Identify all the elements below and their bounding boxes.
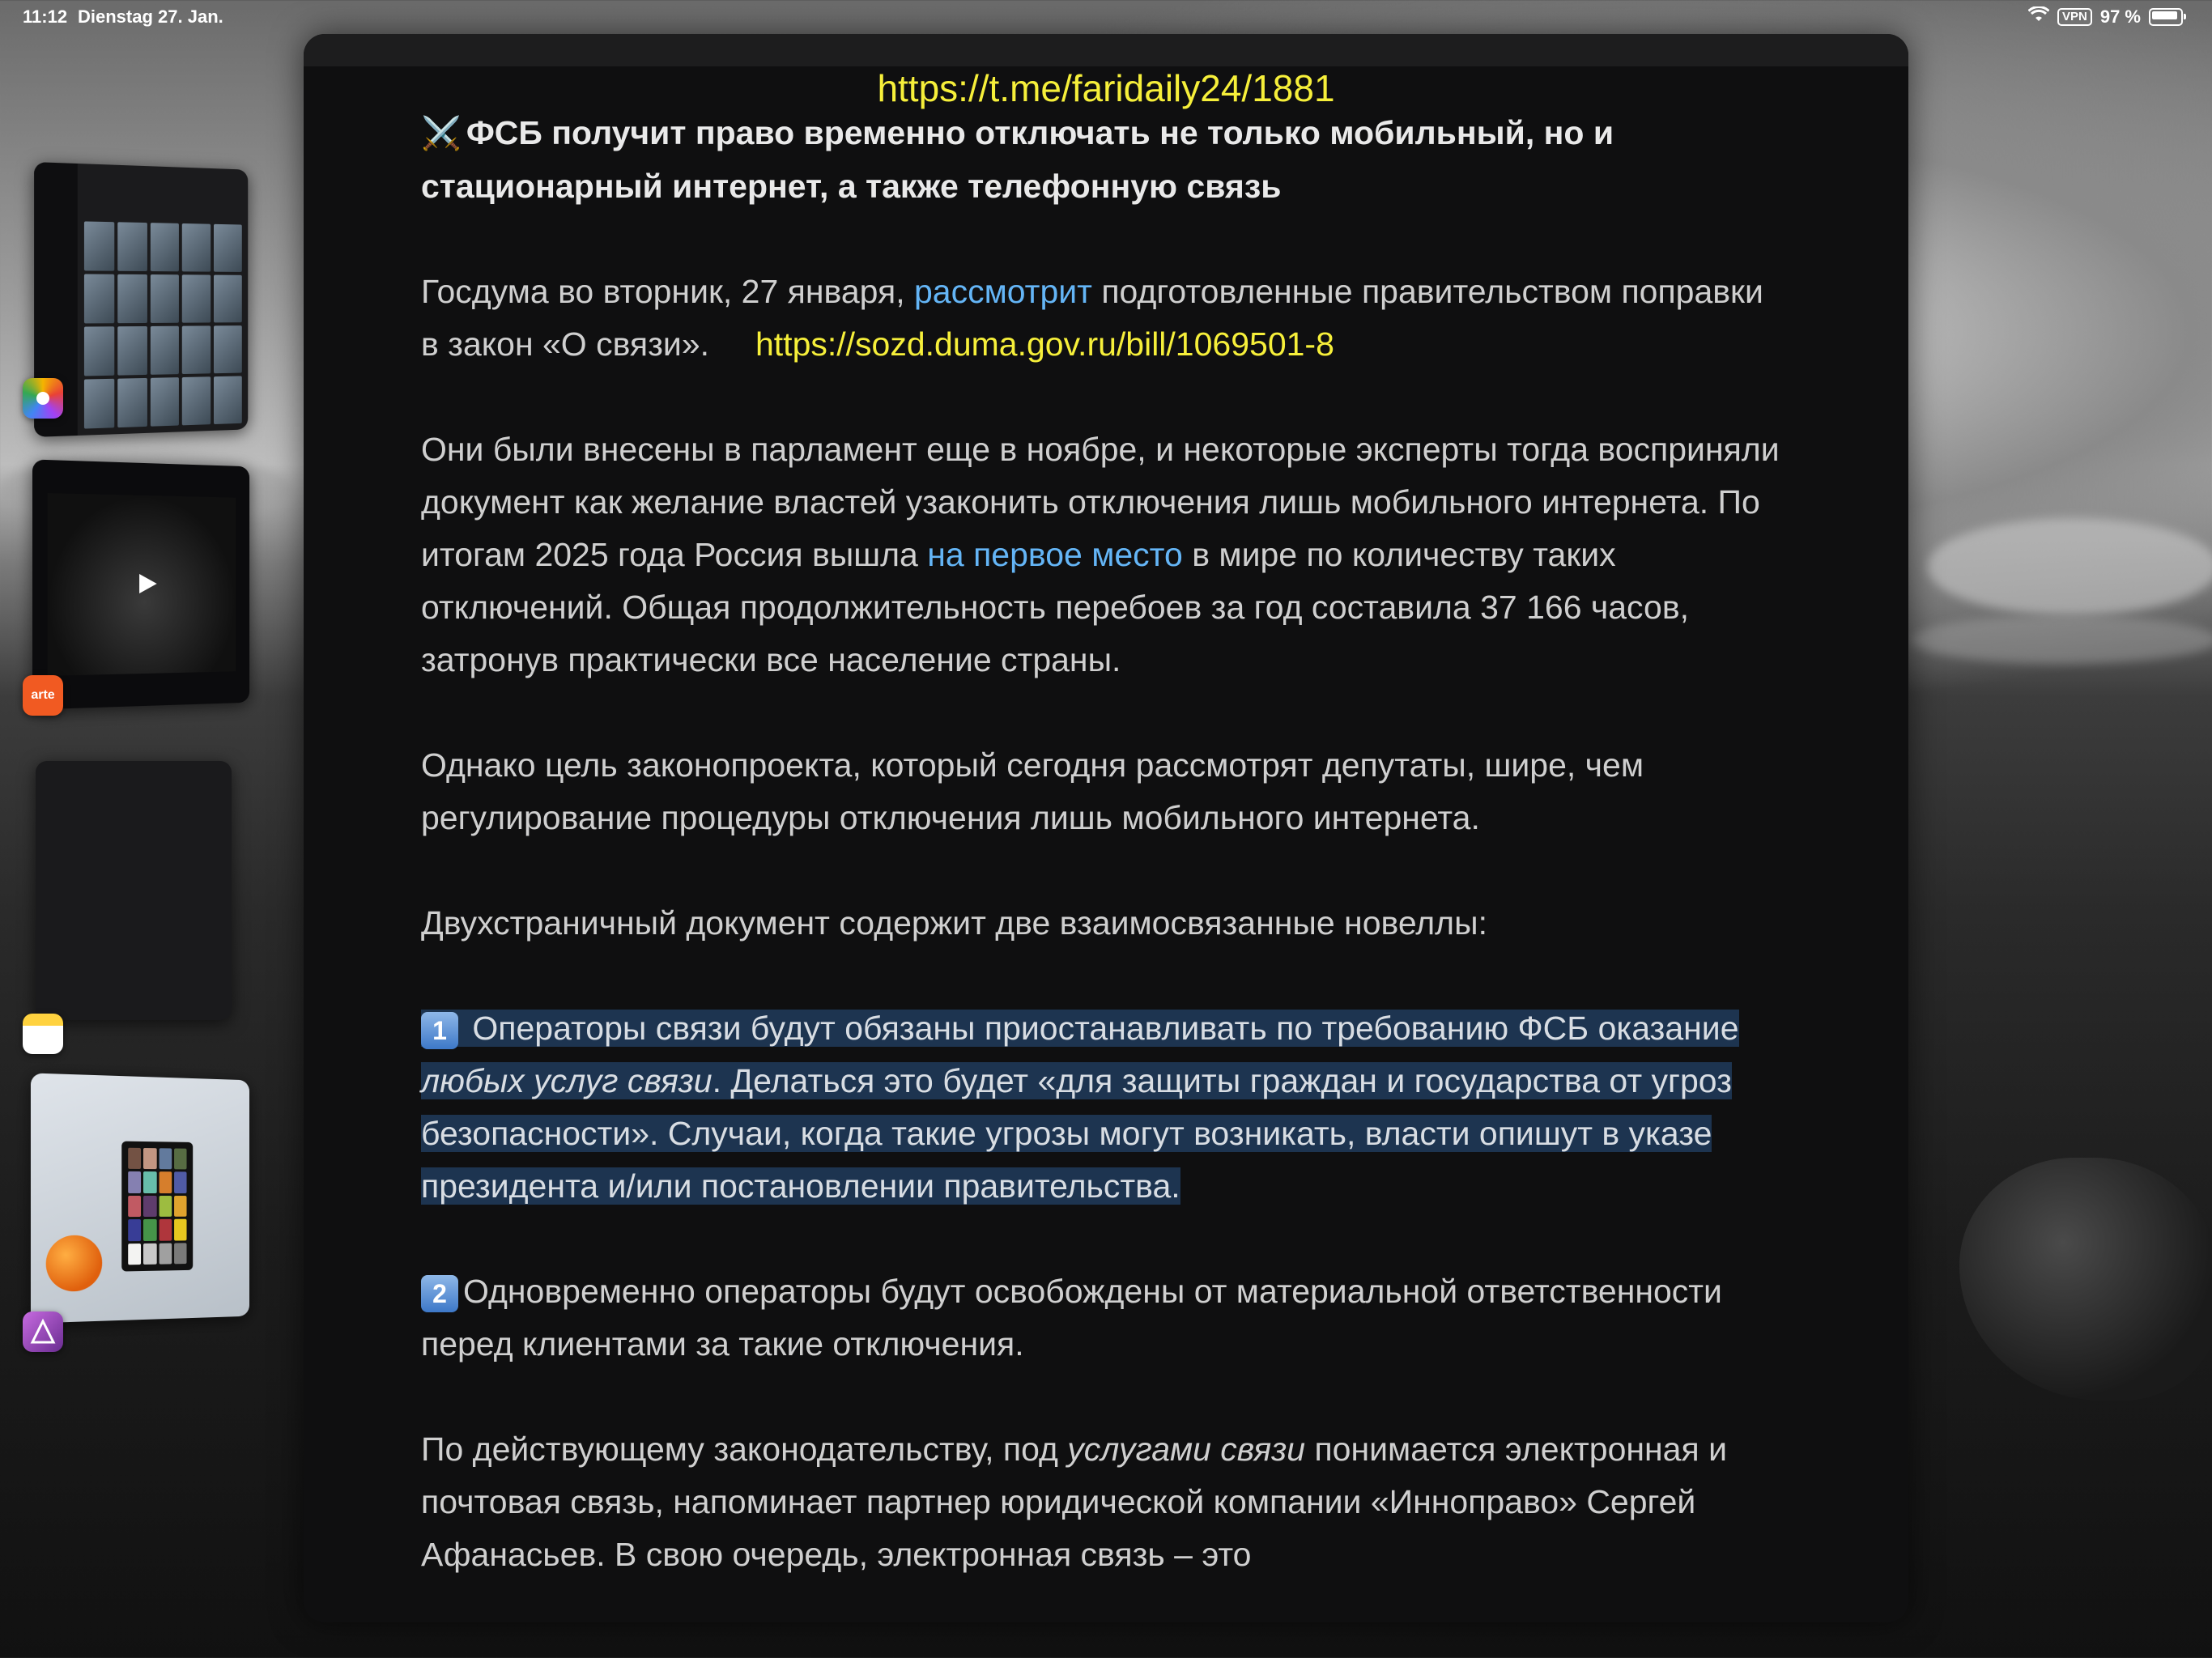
- p5-text-b: . Делаться это будет «для защиты граждан и государства от угроз безопасности». Случаи, когда такие угрозы могут возникать, власти опишут в указе президента и/или постановлении правительства.: [421, 1062, 1732, 1205]
- p2-text-b: в мире по количеству таких отключений. Общая продолжительность перебоев за год составила 37 166 часов, затронув практически все население страны.: [421, 536, 1689, 678]
- affinity-app-thumbnail[interactable]: [31, 1073, 249, 1323]
- arte-icon[interactable]: [23, 675, 63, 716]
- article-title: [421, 107, 1789, 213]
- photos-icon[interactable]: [23, 378, 63, 419]
- orange-object: [46, 1235, 103, 1292]
- affinity-icon[interactable]: [23, 1312, 63, 1352]
- paragraph-1: [421, 266, 1789, 371]
- notes-app-thumbnail[interactable]: [36, 761, 232, 1020]
- color-checker: [121, 1141, 193, 1272]
- window-top-bar: [304, 34, 1908, 66]
- status-time: 11:12: [23, 6, 68, 27]
- p7-emphasis: услугами связи: [1067, 1431, 1306, 1468]
- telegram-url-overlay[interactable]: https://t.me/faridaily24/1881: [877, 67, 1335, 109]
- paragraph-5-selected: [421, 1002, 1789, 1213]
- paragraph-2: [421, 423, 1789, 687]
- arte-app-thumbnail[interactable]: [32, 459, 249, 709]
- swords-icon: ⚔️: [421, 116, 462, 151]
- photos-grid: [84, 221, 242, 428]
- paragraph-6: [421, 1265, 1789, 1371]
- p1-text-a: Госдума во вторник, 27 января,: [421, 273, 914, 310]
- paragraph-4: Двухстраничный документ содержит две взаимосвязанные новеллы:: [421, 904, 1487, 942]
- status-bar: [0, 0, 2212, 36]
- p5-emphasis: любых услуг связи: [421, 1062, 713, 1099]
- p1-text-b: подготовленные правительством поправки в закон «О связи».: [421, 273, 1763, 363]
- link-first-place[interactable]: на первое место: [927, 536, 1183, 573]
- article-window[interactable]: [304, 34, 1908, 1622]
- arte-video-frame: [48, 493, 236, 676]
- paragraph-3: Однако цель законопроекта, который сегодня рассмотрят депутаты, шире, чем регулирование процедуры отключения лишь мобильного интернета.: [421, 746, 1644, 836]
- duma-bill-url[interactable]: https://sozd.duma.gov.ru/bill/1069501-8: [755, 325, 1334, 363]
- arte-icon-label: arte: [31, 688, 55, 702]
- p7-text-a: По действующему законодательству, под: [421, 1431, 1068, 1468]
- p5-text-a: Операторы связи будут обязаны приостанавливать по требованию ФСБ оказание: [463, 1010, 1739, 1047]
- wifi-icon: [2028, 6, 2049, 28]
- p2-text-a: Они были внесены в парламент еще в ноябре, и некоторые эксперты тогда восприняли документ как желание властей узаконить отключения лишь мобильного интернета. По итогам 2025 года Россия вышла: [421, 431, 1780, 573]
- article-content: [421, 107, 1789, 1622]
- article-title-text: ФСБ получит право временно отключать не только мобильный, но и стационарный интернет, а также телефонную связь: [421, 114, 1614, 205]
- battery-percent: 97 %: [2099, 6, 2141, 27]
- paragraph-7: [421, 1423, 1789, 1581]
- link-rassmotrit[interactable]: рассмотрит: [913, 273, 1092, 310]
- number-2-badge: 2: [421, 1275, 458, 1312]
- status-date: Dienstag 27. Jan.: [78, 6, 223, 27]
- photos-app-thumbnail[interactable]: [34, 162, 248, 437]
- notes-icon[interactable]: [23, 1014, 63, 1054]
- vpn-badge: VPN: [2057, 8, 2092, 26]
- p6-text: Одновременно операторы будут освобождены от материальной ответственности перед клиентами за такие отключения.: [421, 1273, 1722, 1363]
- shore-reflection: [1927, 518, 2212, 615]
- beach-rock: [1959, 1158, 2212, 1401]
- play-icon: [138, 572, 159, 595]
- selected-text[interactable]: [421, 1010, 1739, 1205]
- shore-reflection: [1911, 615, 2212, 664]
- status-right: [2028, 6, 2183, 28]
- battery-icon: [2149, 8, 2183, 26]
- p7-text-b: понимается электронная и почтовая связь, напоминает партнер юридической компании «Иннoправо» Сергей Афанасьев. В свою очередь, электронная связь – это: [421, 1431, 1727, 1573]
- number-1-badge: 1: [421, 1012, 458, 1049]
